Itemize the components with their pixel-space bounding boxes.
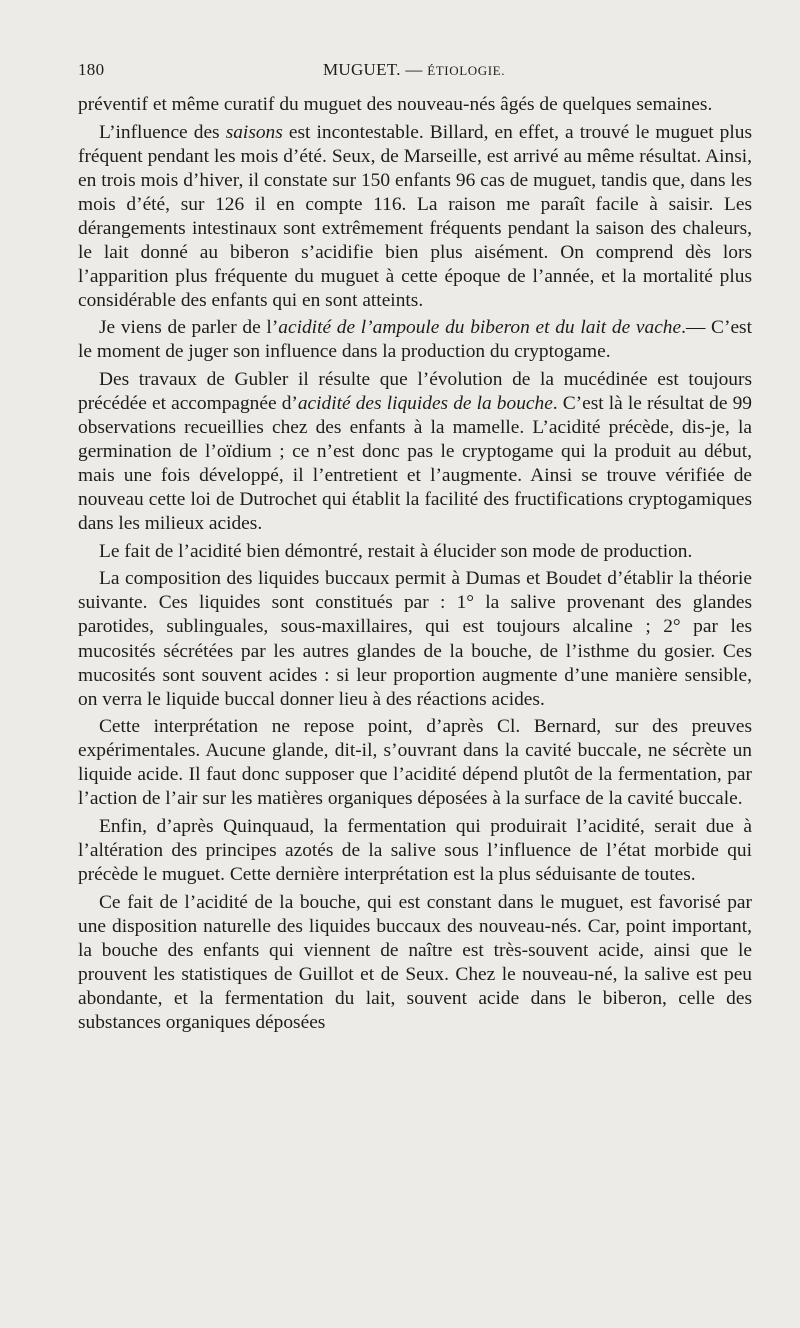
text-run: est incontestable. Billard, en effet, a trouvé le muguet plus fréquent pendant les mois d’été. Seux, de Marseille, est arrivé au même résultat. Ainsi, en trois mois d’hiver, il constate sur 150 enfants 96 cas de muguet, tandis que, dans les mois d’été, sur 126 il en compte 116. La raison me paraît facile à saisir. Les dérangements intestinaux sont extrêmement fréquents pendant la saison des chaleurs, le lait donné au biberon s’acidifie bien plus aisément. On comprend dès lors l’apparition plus fréquente du muguet à cette époque de l’année, et la mortalité plus considérable des enfants qui en sont atteints. bbox=[78, 121, 753, 311]
paragraph bbox=[78, 316, 752, 364]
text-run: préventif et même curatif du muguet des nouveau-nés âgés de quelques semaines. bbox=[78, 94, 713, 115]
text-run: Cette interprétation ne repose point, d’après Cl. Bernard, sur des preuves expérimentales. Aucune glande, dit-il, s’ouvrant dans la cavité buccale, ne sécrète un liquide acide. Il faut donc supposer que l’acidité dépend plutôt de la fermentation, par l’action de l’air sur les matières organiques déposées à la surface de la cavité buccale. bbox=[78, 716, 752, 810]
text-run: Ce fait de l’acidité de la bouche, qui est constant dans le muguet, est favorisé par une disposition naturelle des liquides buccaux des nouveau-nés. Car, point important, la bouche des enfants qui viennent de naître est très-souvent acide, ainsi que le prouvent les statistiques de Guillot et de Seux. Chez le nouveau-né, la salive est peu abondante, et la fermentation du lait, souvent acide dans le biberon, celle des substances organiques déposées bbox=[78, 891, 752, 1033]
page-number: 180 bbox=[78, 60, 105, 79]
text-run: Enfin, d’après Quinquaud, la fermentation qui produirait l’acidité, serait due à l’altération des principes azotés de la salive sous l’influence de l’état morbide qui précède le muguet. Cette dernière interprétation est la plus séduisante de toutes. bbox=[78, 815, 752, 885]
text-run: .— C’est le moment de juger son influence dans la production du cryptogame. bbox=[78, 317, 752, 363]
text-run: L’influence des bbox=[99, 121, 226, 143]
paragraph bbox=[78, 815, 752, 887]
paragraph bbox=[78, 715, 752, 811]
text-run: Je viens de parler de l’ bbox=[99, 317, 279, 339]
paragraph bbox=[78, 93, 752, 117]
paragraph bbox=[78, 891, 752, 1035]
paragraph bbox=[78, 540, 752, 564]
text-run: Des travaux de Gubler il résulte que l’évolution de la mucédinée est toujours précédée et accompagnée d’ bbox=[78, 369, 752, 415]
italic-run: saisons bbox=[225, 121, 283, 143]
page-header bbox=[78, 60, 750, 88]
running-head-separator: — bbox=[405, 60, 423, 79]
running-head-title: MUGUET. bbox=[322, 60, 401, 79]
body-text bbox=[78, 93, 752, 1035]
paragraph bbox=[78, 121, 752, 313]
italic-run: acidité de l’ampoule du biberon et du lait de vache bbox=[278, 317, 682, 339]
paragraph bbox=[78, 567, 752, 711]
running-head-section: ÉTIOLOGIE. bbox=[427, 63, 506, 78]
italic-run: acidité des liquides de la bouche bbox=[297, 393, 553, 415]
text-run: La composition des liquides buccaux permit à Dumas et Boudet d’établir la théorie suivante. Ces liquides sont constitués par : 1° la salive provenant des glandes parotides, sublinguales, sous-maxillaires, qui est toujours alcaline ; 2° par les mucosités sécrétées par les autres glandes de la bouche, de l’isthme du gosier. Ces mucosités sont souvent acides : si leur proportion augmente d’une manière sensible, on verra le liquide buccal donner lieu à des réactions acides. bbox=[78, 568, 752, 710]
paragraph bbox=[78, 368, 752, 536]
running-head bbox=[78, 60, 750, 80]
text-run: . C’est là le résultat de 99 observations recueillies chez des enfants à la mamelle. L’acidité précède, dis-je, la germination de l’oïdium ; ce n’est donc pas le cryptogame qui la produit au début, mais une fois développé, il l’entretient et l’augmente. Ainsi se trouve vérifiée de nouveau cette loi de Dutrochet qui établit la facilité des fructifications cryptogamiques dans les milieux acides. bbox=[78, 393, 752, 535]
text-run: Le fait de l’acidité bien démontré, restait à élucider son mode de production. bbox=[99, 540, 693, 562]
